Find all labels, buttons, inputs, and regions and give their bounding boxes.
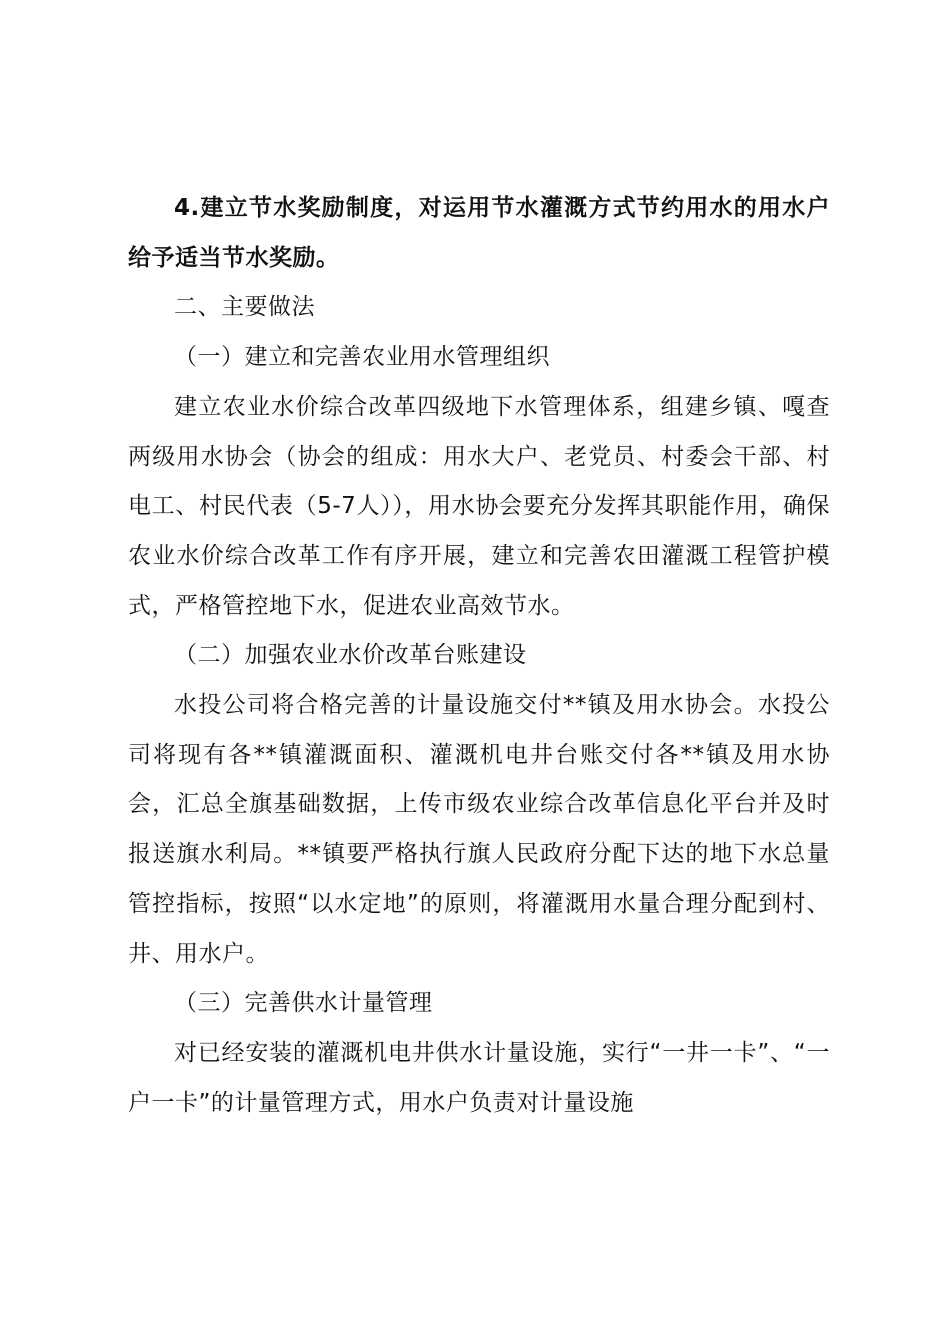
paragraph-metering-management: 对已经安装的灌溉机电井供水计量设施，实行“一井一卡”、“一户一卡”的计量管理方式，用水户负责对计量设施: [128, 1039, 830, 1116]
paragraph-management-organization: 建立农业水价综合改革四级地下水管理体系，组建乡镇、嘎查两级用水协会（协会的组成：用水大户、老党员、村委会干部、村电工、村民代表（5-7人）），用水协会要充分发挥其职能作用，确保农业水价综合改革工作有序开展，建立和完善农田灌溉工程管护模式，严格管控地下水，促进农业高效节水。: [128, 393, 830, 619]
subheading-management-organization: （一）建立和完善农业用水管理组织: [174, 344, 550, 371]
subheading-ledger-construction: （二）加强农业水价改革台账建设: [174, 642, 527, 669]
subheading-metering-management: （三）完善供水计量管理: [174, 990, 433, 1017]
section-heading-main-practices: 二、主要做法: [174, 294, 315, 321]
document-body: [128, 184, 830, 1128]
paragraph-water-saving-reward: 4.建立节水奖励制度，对运用节水灌溉方式节约用水的用水户给予适当节水奖励。: [128, 195, 830, 271]
paragraph-ledger-construction: 水投公司将合格完善的计量设施交付**镇及用水协会。水投公司将现有各**镇灌溉面积、灌溉机电井台账交付各**镇及用水协会，汇总全旗基础数据，上传市级农业综合改革信息化平台并及时报送旗水利局。**镇要严格执行旗人民政府分配下达的地下水总量管控指标，按照“以水定地”的原则，将灌溉用水量合理分配到村、井、用水户。: [128, 692, 830, 967]
